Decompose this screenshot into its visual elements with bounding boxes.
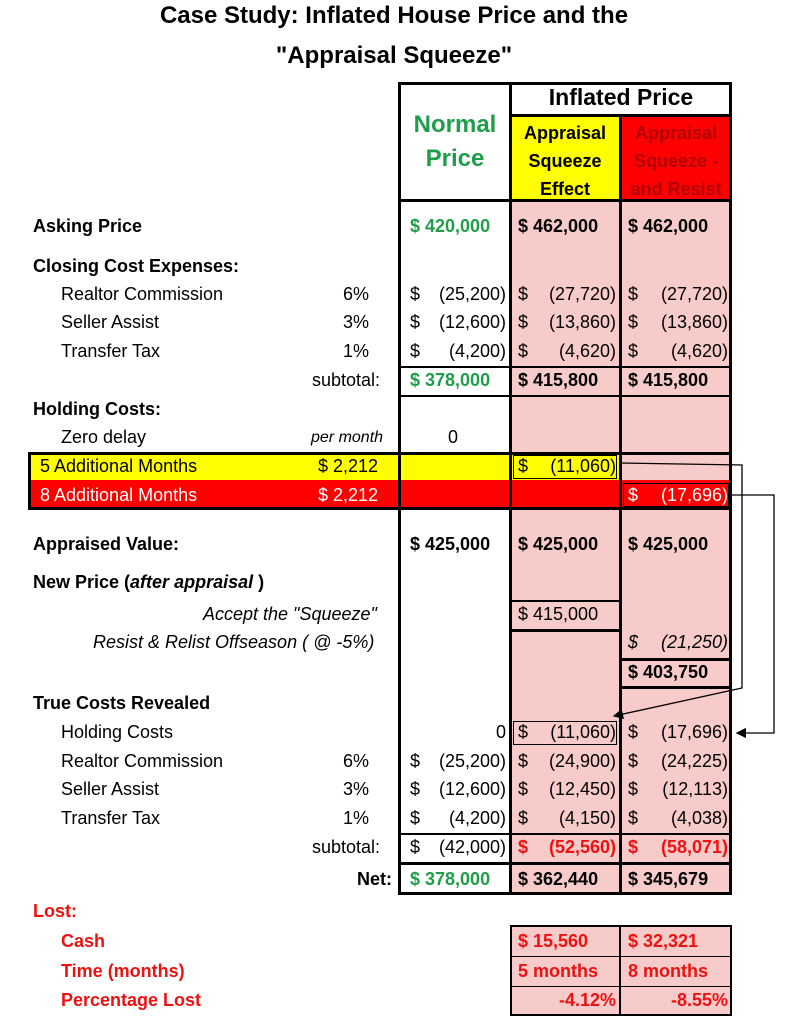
dollar-sign: $ xyxy=(518,722,529,742)
closing-row-label: Realtor Commission xyxy=(61,284,224,304)
closing-subtotal-label: subtotal: xyxy=(312,370,381,390)
arrow-eight-months xyxy=(732,495,774,733)
holding-costs-label: Holding Costs: xyxy=(33,399,161,419)
true-cost-normal: (12,600) xyxy=(438,779,506,799)
lost-cash-label: Cash xyxy=(61,931,106,951)
true-cost-label: Realtor Commission xyxy=(61,751,224,771)
dollar-sign: $ xyxy=(628,751,639,771)
zero-delay-value: 0 xyxy=(448,427,459,447)
zero-delay-label: Zero delay xyxy=(61,427,147,447)
true-cost-normal: (4,200) xyxy=(448,808,506,828)
dollar-sign: $ xyxy=(628,722,639,742)
arrow-five-months xyxy=(614,463,742,716)
true-cost-resist: (4,038) xyxy=(670,808,728,828)
five-months-squeeze: (11,060) xyxy=(550,456,616,476)
new-price-label: New Price (after appraisal ) xyxy=(33,572,265,592)
dollar-sign: $ xyxy=(518,837,529,857)
true-cost-label: Transfer Tax xyxy=(61,808,161,828)
true-cost-squeeze: (24,900) xyxy=(548,751,616,771)
dollar-sign: $ xyxy=(410,837,421,857)
closing-row-squeeze: (27,720) xyxy=(548,284,616,304)
lost-cash-resist: $ 32,321 xyxy=(628,931,699,951)
closing-row-squeeze: (13,860) xyxy=(548,312,616,332)
true-cost-pct: 1% xyxy=(343,808,370,828)
five-months-amount: $ 2,212 xyxy=(318,456,379,476)
dollar-sign: $ xyxy=(628,312,639,332)
closing-subtotal-squeeze: $ 415,800 xyxy=(518,370,599,390)
true-cost-normal: (25,200) xyxy=(438,751,506,771)
true-cost-pct: 3% xyxy=(343,779,370,799)
closing-row-normal: (25,200) xyxy=(438,284,506,304)
true-cost-label: Holding Costs xyxy=(61,722,174,742)
resist-relist-value: (21,250) xyxy=(660,632,728,652)
dollar-sign: $ xyxy=(410,751,421,771)
true-subtotal-squeeze: (52,560) xyxy=(548,837,616,857)
dollar-sign: $ xyxy=(518,341,529,361)
appraised-normal: $ 425,000 xyxy=(410,534,491,554)
eight-months-amount: $ 2,212 xyxy=(318,485,379,505)
true-cost-squeeze: (4,150) xyxy=(558,808,616,828)
dollar-sign: $ xyxy=(410,341,421,361)
dollar-sign: $ xyxy=(628,779,639,799)
true-costs-label: True Costs Revealed xyxy=(33,693,211,713)
appraised-resist: $ 425,000 xyxy=(628,534,709,554)
closing-row-normal: (12,600) xyxy=(438,312,506,332)
dollar-sign: $ xyxy=(410,779,421,799)
closing-subtotal-resist: $ 415,800 xyxy=(628,370,709,390)
true-subtotal-resist: (58,071) xyxy=(660,837,728,857)
resist-header: Appraisal Squeeze - and Resist xyxy=(630,123,722,199)
per-month-label: per month xyxy=(311,429,384,446)
closing-row-label: Seller Assist xyxy=(61,312,160,332)
net-label: Net: xyxy=(357,869,392,889)
title-line-2: "Appraisal Squeeze" xyxy=(275,42,513,69)
closing-row-resist: (4,620) xyxy=(670,341,728,361)
closing-row-resist: (13,860) xyxy=(660,312,728,332)
dollar-sign: $ xyxy=(518,808,529,828)
closing-row-normal: (4,200) xyxy=(448,341,506,361)
closing-row-resist: (27,720) xyxy=(660,284,728,304)
dollar-sign: $ xyxy=(410,284,421,304)
dollar-sign: $ xyxy=(518,312,529,332)
dollar-sign: $ xyxy=(628,341,639,361)
true-subtotal-normal: (42,000) xyxy=(438,837,506,857)
resist-relist-label: Resist & Relist Offseason ( @ -5%) xyxy=(93,632,375,652)
accept-squeeze-label: Accept the "Squeeze" xyxy=(203,604,377,624)
dollar-sign: $ xyxy=(628,284,639,304)
five-months-label: 5 Additional Months xyxy=(40,456,198,476)
inflated-price-header: Inflated Price xyxy=(548,84,694,110)
lost-cash-squeeze: $ 15,560 xyxy=(518,931,589,951)
lost-pct-label: Percentage Lost xyxy=(61,990,202,1010)
lost-time-resist: 8 months xyxy=(628,961,709,981)
accept-squeeze-value: $ 415,000 xyxy=(518,604,599,624)
eight-months-label: 8 Additional Months xyxy=(40,485,198,505)
dollar-sign: $ xyxy=(628,808,639,828)
true-cost-squeeze: (11,060) xyxy=(550,722,616,742)
closing-row-pct: 1% xyxy=(343,341,370,361)
true-cost-resist: (24,225) xyxy=(660,751,728,771)
closing-row-squeeze: (4,620) xyxy=(558,341,616,361)
true-subtotal-label: subtotal: xyxy=(312,837,381,857)
resist-total-value: $ 403,750 xyxy=(628,662,709,682)
true-cost-squeeze: (12,450) xyxy=(548,779,616,799)
net-squeeze: $ 362,440 xyxy=(518,869,599,889)
lost-time-label: Time (months) xyxy=(61,961,185,981)
net-normal: $ 378,000 xyxy=(410,869,491,889)
title-line-1: Case Study: Inflated House Price and the xyxy=(159,2,629,29)
dollar-sign: $ xyxy=(410,808,421,828)
asking-squeeze: $ 462,000 xyxy=(518,216,599,236)
dollar-sign: $ xyxy=(628,837,639,857)
lost-pct-resist: -8.55% xyxy=(670,990,728,1010)
closing-subtotal-normal: $ 378,000 xyxy=(410,370,491,390)
true-cost-pct: 6% xyxy=(343,751,370,771)
true-cost-resist: (12,113) xyxy=(662,779,728,799)
closing-row-label: Transfer Tax xyxy=(61,341,161,361)
closing-row-pct: 6% xyxy=(343,284,370,304)
normal-price-header: Normal Price xyxy=(413,111,497,172)
true-cost-normal: 0 xyxy=(495,722,506,742)
dollar-sign: $ xyxy=(628,485,639,505)
dollar-sign: $ xyxy=(518,751,529,771)
closing-costs-label: Closing Cost Expenses: xyxy=(33,256,240,276)
lost-time-squeeze: 5 months xyxy=(518,961,599,981)
appraised-value-label: Appraised Value: xyxy=(33,534,180,554)
asking-resist: $ 462,000 xyxy=(628,216,709,236)
lost-label: Lost: xyxy=(33,901,77,921)
appraised-squeeze: $ 425,000 xyxy=(518,534,599,554)
closing-row-pct: 3% xyxy=(343,312,370,332)
dollar-sign: $ xyxy=(518,779,529,799)
true-cost-resist: (17,696) xyxy=(660,722,728,742)
dollar-sign: $ xyxy=(628,632,639,652)
net-resist: $ 345,679 xyxy=(628,869,709,889)
dollar-sign: $ xyxy=(410,312,421,332)
lost-pct-squeeze: -4.12% xyxy=(558,990,616,1010)
eight-months-resist: (17,696) xyxy=(660,485,728,505)
dollar-sign: $ xyxy=(518,456,529,476)
dollar-sign: $ xyxy=(518,284,529,304)
squeeze-header: Appraisal Squeeze Effect xyxy=(523,123,607,199)
true-cost-label: Seller Assist xyxy=(61,779,160,799)
asking-normal: $ 420,000 xyxy=(410,216,491,236)
asking-price-label: Asking Price xyxy=(33,216,143,236)
